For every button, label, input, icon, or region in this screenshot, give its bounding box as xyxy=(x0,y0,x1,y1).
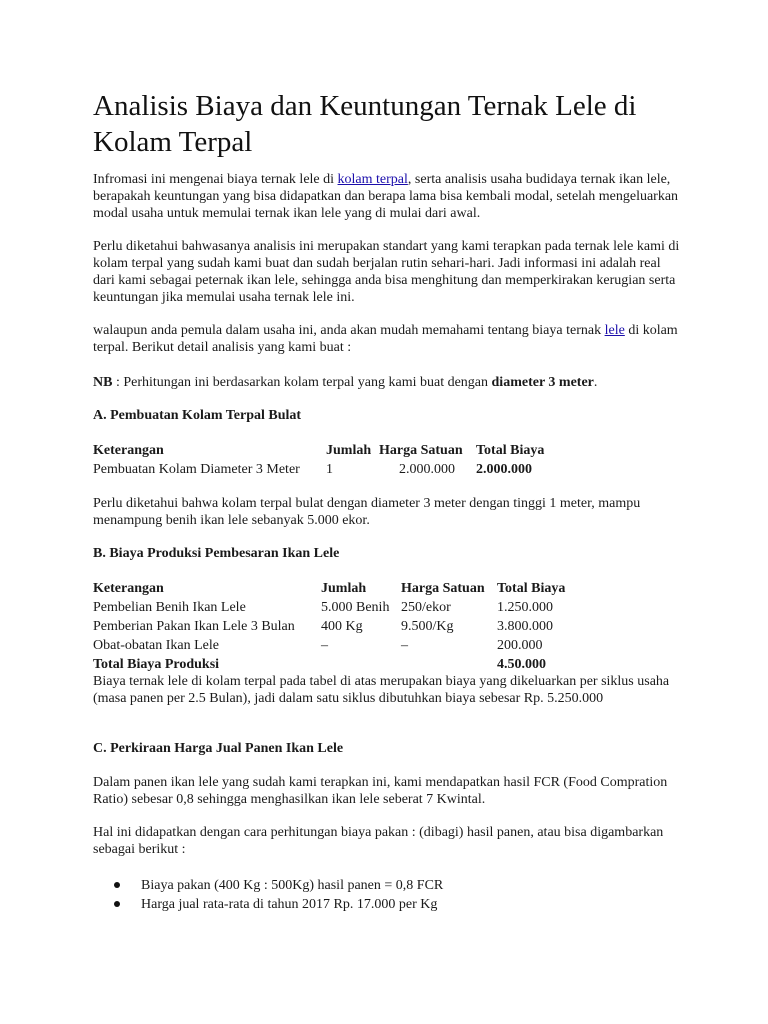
table-row xyxy=(93,460,544,479)
table-header-row xyxy=(93,579,565,598)
nb-end: . xyxy=(593,375,598,390)
pemula-text-after: di kolam terpal. Berikut detail analisis yang kami buat : xyxy=(93,323,678,355)
header-keterangan: Keterangan xyxy=(93,580,164,596)
table-total-row xyxy=(93,655,565,674)
table-header-row xyxy=(93,441,544,460)
header-jumlah: Jumlah xyxy=(326,442,372,458)
cell-total-biaya: 200.000 xyxy=(497,637,543,653)
cell-total-biaya: 3.800.000 xyxy=(497,618,553,634)
header-harga-satuan: Harga Satuan xyxy=(401,580,485,596)
cell-keterangan: Pembelian Benih Ikan Lele xyxy=(93,599,246,615)
cell-total-label: Total Biaya Produksi xyxy=(93,656,220,672)
section-b-note: Biaya ternak lele di kolam terpal pada tabel di atas merupakan biaya yang dikeluarkan per siklus usaha (masa panen per 2.5 Bulan), jadi dalam satu siklus dibutuhkan biaya sebesar Rp. 5.250.000 xyxy=(93,674,670,706)
paragraph-analisis: Perlu diketahui bahwasanya analisis ini merupakan standart yang kami terapkan pada ternak lele kami di kolam terpal yang sudah kami buat dan sudah berjalan rutin sehari-hari. Jadi informasi ini adalah real dari kami sebagai peternak ikan lele, sehingga anda bisa menghitung dan memperkirakan kerugian serta keuntungan jika memulai usaha ternak lele ini. xyxy=(93,239,680,305)
section-a-heading: A. Pembuatan Kolam Terpal Bulat xyxy=(93,408,302,423)
header-total-biaya: Total Biaya xyxy=(476,442,545,458)
nb-paragraph xyxy=(93,374,683,391)
table-row xyxy=(93,598,565,617)
nb-diameter: diameter 3 meter xyxy=(491,375,594,390)
intro-text-after: , serta analisis usaha budidaya ternak ikan lele, berapakah keuntungan yang bisa didapatkan dan berapa lama bisa kembali modal, setelah mengeluarkan modal usaha untuk memulai ternak ikan lele yang di mulai dari awal. xyxy=(93,172,679,221)
section-a-note: Perlu diketahui bahwa kolam terpal bulat dengan diameter 3 meter dengan tinggi 1 meter, mampu menampung benih ikan lele sebanyak 5.000 ekor. xyxy=(93,496,641,528)
cell-jumlah: 400 Kg xyxy=(321,618,363,634)
intro-text-before: Infromasi ini mengenai biaya ternak lele di xyxy=(93,172,338,187)
kolam-terpal-link[interactable]: kolam terpal xyxy=(337,172,408,187)
nb-label: NB xyxy=(93,375,113,390)
cell-jumlah: – xyxy=(321,637,328,653)
header-total-biaya: Total Biaya xyxy=(497,580,566,596)
cell-harga-satuan: 9.500/Kg xyxy=(401,618,454,634)
cell-total-biaya: 2.000.000 xyxy=(476,461,532,477)
cell-harga-satuan: 2.000.000 xyxy=(399,461,455,477)
section-c-paragraph-fcr: Dalam panen ikan lele yang sudah kami terapkan ini, kami mendapatkan hasil FCR (Food Compration Ratio) sebesar 0,8 sehingga menghasilkan ikan lele seberat 7 Kwintal. xyxy=(93,775,668,807)
cell-keterangan: Pembuatan Kolam Diameter 3 Meter xyxy=(93,461,300,477)
table-pembuatan-kolam xyxy=(93,441,544,479)
section-c-paragraph-perhitungan: Hal ini didapatkan dengan cara perhitungan biaya pakan : (dibagi) hasil panen, atau bisa digambarkan sebagai berikut : xyxy=(93,825,664,857)
table-row xyxy=(93,636,565,655)
lele-link[interactable]: lele xyxy=(604,323,625,338)
bullet-dot-icon xyxy=(114,901,120,907)
cell-keterangan: Obat-obatan Ikan Lele xyxy=(93,637,219,653)
section-b-heading: B. Biaya Produksi Pembesaran Ikan Lele xyxy=(93,546,340,561)
bullet-dot-icon xyxy=(114,882,120,888)
cell-empty xyxy=(401,655,497,674)
pemula-text-before: walaupun anda pemula dalam usaha ini, anda akan mudah memahami tentang biaya ternak xyxy=(93,323,605,338)
cell-empty xyxy=(321,655,401,674)
cell-harga-satuan: – xyxy=(401,637,408,653)
cell-total-biaya: 1.250.000 xyxy=(497,599,553,615)
intro-paragraph xyxy=(93,171,683,222)
cell-harga-satuan: 250/ekor xyxy=(401,599,451,615)
header-harga-satuan: Harga Satuan xyxy=(379,442,463,458)
list-item xyxy=(93,895,683,914)
cell-total-value: 4.50.000 xyxy=(497,656,546,672)
header-jumlah: Jumlah xyxy=(321,580,367,596)
section-c-heading: C. Perkiraan Harga Jual Panen Ikan Lele xyxy=(93,741,344,756)
article-title: Analisis Biaya dan Keuntungan Ternak Lele di Kolam Terpal xyxy=(93,90,637,158)
cell-jumlah: 1 xyxy=(326,461,333,477)
nb-text: : Perhitungan ini berdasarkan kolam terpal yang kami buat dengan xyxy=(112,375,492,390)
header-keterangan: Keterangan xyxy=(93,442,164,458)
paragraph-pemula xyxy=(93,322,683,356)
table-row xyxy=(93,617,565,636)
list-item xyxy=(93,876,683,895)
cell-jumlah: 5.000 Benih xyxy=(321,599,390,615)
list-item-text: Harga jual rata-rata di tahun 2017 Rp. 17.000 per Kg xyxy=(141,897,438,912)
bullet-list xyxy=(93,876,683,914)
cell-keterangan: Pemberian Pakan Ikan Lele 3 Bulan xyxy=(93,618,295,634)
list-item-text: Biaya pakan (400 Kg : 500Kg) hasil panen = 0,8 FCR xyxy=(141,878,444,893)
table-biaya-produksi xyxy=(93,579,565,674)
